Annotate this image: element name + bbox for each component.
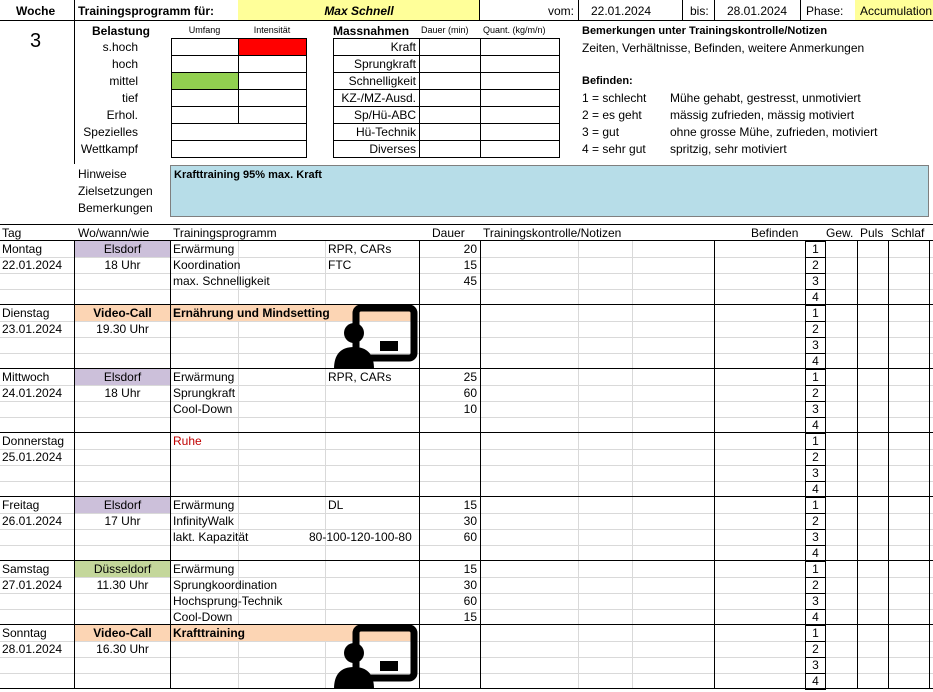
col-schlaf: Schlaf bbox=[891, 226, 925, 240]
befinden-option[interactable]: 2 bbox=[805, 513, 826, 530]
program-label: Trainingsprogramm für: bbox=[78, 4, 215, 18]
column-line bbox=[857, 305, 858, 369]
belastung-extra-cell[interactable] bbox=[171, 123, 307, 141]
exercise-name[interactable]: Cool-Down bbox=[173, 610, 233, 624]
bis-label: bis: bbox=[690, 4, 709, 18]
belastung-row-label: hoch bbox=[111, 57, 138, 71]
day-date: 22.01.2024 bbox=[2, 258, 63, 272]
vom-date[interactable]: 22.01.2024 bbox=[591, 4, 652, 18]
exercise-duration[interactable]: 25 bbox=[463, 370, 477, 384]
befinden-option[interactable]: 4 bbox=[805, 673, 826, 690]
massnahme-quant-cell[interactable] bbox=[480, 38, 560, 56]
massnahme-label: KZ-/MZ-Ausd. bbox=[341, 91, 416, 105]
phase-label: Phase: bbox=[806, 4, 844, 18]
massnahme-dauer-cell[interactable] bbox=[419, 140, 481, 158]
exercise-detail: RPR, CARs bbox=[328, 242, 392, 256]
befinden-option[interactable]: 1 bbox=[805, 241, 826, 258]
column-line bbox=[857, 433, 858, 497]
befinden-scale-desc: spritzig, sehr motiviert bbox=[670, 142, 787, 156]
belastung-row-label: tief bbox=[121, 91, 138, 105]
column-line bbox=[714, 369, 715, 433]
exercise-duration[interactable]: 30 bbox=[463, 578, 477, 592]
exercise-duration[interactable]: 20 bbox=[463, 242, 477, 256]
grid-hline bbox=[0, 449, 933, 450]
befinden-option[interactable]: 1 bbox=[805, 369, 826, 386]
intensitaet-cell[interactable] bbox=[238, 89, 307, 107]
massnahme-label: Diverses bbox=[369, 142, 416, 156]
intensitaet-cell[interactable] bbox=[238, 106, 307, 124]
befinden-option[interactable]: 1 bbox=[805, 497, 826, 514]
col-puls: Puls bbox=[860, 226, 884, 240]
column-line bbox=[929, 305, 930, 369]
column-line bbox=[888, 561, 889, 625]
exercise-detail: FTC bbox=[328, 258, 352, 272]
col-programm: Trainingsprogramm bbox=[173, 226, 277, 240]
bis-date[interactable]: 28.01.2024 bbox=[727, 4, 788, 18]
exercise-duration[interactable]: 60 bbox=[463, 530, 477, 544]
massnahme-quant-cell[interactable] bbox=[480, 106, 560, 124]
massnahmen-title: Massnahmen bbox=[333, 24, 410, 38]
belastung-extra-cell[interactable] bbox=[171, 140, 307, 158]
bemerkungen-title: Bemerkungen unter Trainingskontrolle/Notizen bbox=[582, 25, 828, 37]
befinden-option[interactable]: 2 bbox=[805, 449, 826, 466]
massnahme-dauer-cell[interactable] bbox=[419, 55, 481, 73]
session-title[interactable]: Ernährung und Mindsetting bbox=[171, 305, 411, 321]
exercise-duration[interactable]: 15 bbox=[463, 562, 477, 576]
grid-hline bbox=[0, 465, 933, 466]
grid-hline bbox=[0, 673, 933, 674]
exercise-name[interactable]: Koordination bbox=[173, 258, 241, 272]
befinden-option[interactable]: 2 bbox=[805, 641, 826, 658]
woche-label: Woche bbox=[16, 4, 56, 18]
day-date: 27.01.2024 bbox=[2, 578, 63, 592]
video-call-icon bbox=[332, 305, 418, 369]
intensitaet-header: Intensität bbox=[253, 25, 291, 35]
column-line bbox=[714, 625, 715, 689]
belastung-title: Belastung bbox=[92, 24, 151, 38]
header-vline bbox=[800, 0, 801, 20]
exercise-duration[interactable]: 45 bbox=[463, 274, 477, 288]
column-line bbox=[929, 561, 930, 625]
column-line bbox=[929, 241, 930, 305]
video-call-icon bbox=[332, 625, 418, 689]
day-name: Mittwoch bbox=[2, 370, 50, 384]
header-vline bbox=[682, 0, 683, 20]
quant-header: Quant. (kg/m/n) bbox=[483, 25, 546, 35]
umfang-cell[interactable] bbox=[171, 72, 239, 90]
column-line bbox=[170, 433, 171, 497]
exercise-duration[interactable]: 60 bbox=[463, 594, 477, 608]
belastung-row-label: mittel bbox=[109, 74, 138, 88]
exercise-name[interactable]: lakt. Kapazität bbox=[173, 530, 249, 544]
day-name: Freitag bbox=[2, 498, 40, 512]
column-line bbox=[170, 497, 171, 561]
column-line bbox=[419, 625, 420, 689]
day-name: Sonntag bbox=[2, 626, 47, 640]
exercise-name[interactable]: Sprungkoordination bbox=[173, 578, 278, 592]
befinden-option[interactable]: 3 bbox=[805, 337, 826, 354]
column-line bbox=[857, 369, 858, 433]
grid-hline bbox=[0, 545, 933, 546]
column-line bbox=[714, 497, 715, 561]
massnahme-quant-cell[interactable] bbox=[480, 123, 560, 141]
befinden-scale-code: 4 = sehr gut bbox=[582, 142, 646, 156]
exercise-detail: RPR, CARs bbox=[328, 370, 392, 384]
hinweise-label: Hinweise bbox=[78, 167, 127, 181]
col-dauer: Dauer bbox=[432, 226, 465, 240]
befinden-option[interactable]: 1 bbox=[805, 305, 826, 322]
column-line bbox=[929, 433, 930, 497]
exercise-detail: DL bbox=[328, 498, 344, 512]
day-block bbox=[0, 497, 933, 561]
column-line bbox=[888, 497, 889, 561]
column-line bbox=[74, 433, 75, 497]
column-line bbox=[888, 369, 889, 433]
massnahme-dauer-cell[interactable] bbox=[419, 72, 481, 90]
befinden-title: Befinden: bbox=[582, 75, 633, 87]
befinden-scale-desc: Mühe gehabt, gestresst, unmotiviert bbox=[670, 91, 861, 105]
day-time: 19.30 Uhr bbox=[96, 322, 149, 336]
day-name: Samstag bbox=[2, 562, 50, 576]
day-date: 25.01.2024 bbox=[2, 450, 63, 464]
massnahme-label: Sp/Hü-ABC bbox=[353, 108, 416, 122]
vom-label: vom: bbox=[548, 4, 575, 18]
befinden-option[interactable]: 4 bbox=[805, 289, 826, 306]
column-line bbox=[480, 241, 481, 305]
befinden-option[interactable]: 3 bbox=[805, 593, 826, 610]
exercise-name[interactable]: max. Schnelligkeit bbox=[173, 274, 270, 288]
befinden-option[interactable]: 1 bbox=[805, 561, 826, 578]
column-line bbox=[888, 625, 889, 689]
exercise-duration[interactable]: 15 bbox=[463, 258, 477, 272]
column-line bbox=[170, 561, 171, 625]
day-block bbox=[0, 433, 933, 497]
befinden-option[interactable]: 2 bbox=[805, 321, 826, 338]
day-block bbox=[0, 369, 933, 433]
befinden-scale-code: 2 = es geht bbox=[582, 108, 642, 122]
massnahme-quant-cell[interactable] bbox=[480, 89, 560, 107]
belastung-row-label: Spezielles bbox=[83, 125, 138, 139]
massnahme-dauer-cell[interactable] bbox=[419, 106, 481, 124]
exercise-name[interactable]: Erwärmung bbox=[173, 562, 235, 576]
day-date: 23.01.2024 bbox=[2, 322, 63, 336]
befinden-option[interactable]: 1 bbox=[805, 625, 826, 642]
exercise-name[interactable]: Cool-Down bbox=[173, 402, 233, 416]
zielsetzungen-label: Zielsetzungen bbox=[78, 184, 153, 198]
athlete-name: Max Schnell bbox=[324, 4, 394, 18]
header-line bbox=[0, 20, 933, 21]
day-time: 16.30 Uhr bbox=[96, 642, 149, 656]
column-line bbox=[170, 369, 171, 433]
massnahme-label: Sprungkraft bbox=[353, 57, 416, 71]
befinden-option[interactable]: 3 bbox=[805, 529, 826, 546]
hinweise-textbox[interactable] bbox=[170, 165, 929, 217]
befinden-option[interactable]: 1 bbox=[805, 433, 826, 450]
column-line bbox=[857, 561, 858, 625]
massnahme-dauer-cell[interactable] bbox=[419, 123, 481, 141]
column-line bbox=[480, 305, 481, 369]
day-location[interactable]: Elsdorf bbox=[75, 241, 170, 257]
day-location[interactable]: Video-Call bbox=[75, 625, 170, 641]
exercise-name[interactable]: Sprungkraft bbox=[173, 386, 236, 400]
massnahme-label: Schnelligkeit bbox=[348, 74, 416, 88]
befinden-scale-desc: ohne grosse Mühe, zufrieden, motiviert bbox=[670, 125, 878, 139]
befinden-option[interactable]: 4 bbox=[805, 609, 826, 626]
column-line bbox=[714, 305, 715, 369]
column-line bbox=[419, 433, 420, 497]
bemerkungen-subtitle: Zeiten, Verhältnisse, Befinden, weitere Anmerkungen bbox=[582, 41, 865, 55]
day-block bbox=[0, 561, 933, 625]
day-location[interactable]: Video-Call bbox=[75, 305, 170, 321]
day-date: 28.01.2024 bbox=[2, 642, 63, 656]
column-line bbox=[888, 433, 889, 497]
befinden-option[interactable]: 4 bbox=[805, 353, 826, 370]
befinden-option[interactable]: 3 bbox=[805, 401, 826, 418]
column-line bbox=[480, 369, 481, 433]
exercise-name[interactable]: Ruhe bbox=[173, 434, 202, 448]
grid-hline bbox=[0, 337, 933, 338]
column-line bbox=[714, 241, 715, 305]
befinden-option[interactable]: 4 bbox=[805, 545, 826, 562]
umfang-cell[interactable] bbox=[171, 106, 239, 124]
col-kontrolle: Trainingskontrolle/Notizen bbox=[483, 226, 622, 240]
day-name: Donnerstag bbox=[2, 434, 65, 448]
befinden-option[interactable]: 3 bbox=[805, 657, 826, 674]
day-block bbox=[0, 305, 933, 369]
befinden-scale-desc: mässig zufrieden, mässig motiviert bbox=[670, 108, 855, 122]
column-line bbox=[714, 561, 715, 625]
phase-value: Accumulation bbox=[860, 4, 933, 18]
exercise-detail: 80-100-120-100-80 bbox=[309, 530, 412, 544]
befinden-option[interactable]: 4 bbox=[805, 481, 826, 498]
umfang-cell[interactable] bbox=[171, 38, 239, 56]
belastung-row-label: Erhol. bbox=[106, 108, 138, 122]
umfang-header: Umfang bbox=[188, 25, 221, 35]
column-line bbox=[929, 369, 930, 433]
massnahme-quant-cell[interactable] bbox=[480, 140, 560, 158]
befinden-option[interactable]: 4 bbox=[805, 417, 826, 434]
day-time: 18 Uhr bbox=[104, 386, 141, 400]
header-vline bbox=[74, 0, 75, 20]
day-bottom-line bbox=[0, 688, 933, 689]
column-line bbox=[480, 561, 481, 625]
session-title[interactable]: Krafttraining bbox=[171, 625, 411, 641]
col-befinden: Befinden bbox=[751, 226, 799, 240]
exercise-name[interactable]: InfinityWalk bbox=[173, 514, 234, 528]
exercise-name[interactable]: Erwärmung bbox=[173, 498, 235, 512]
befinden-option[interactable]: 2 bbox=[805, 385, 826, 402]
hinweise-text: Krafttraining 95% max. Kraft bbox=[174, 169, 322, 181]
grid-hline bbox=[0, 481, 933, 482]
massnahme-label: Hü-Technik bbox=[355, 125, 416, 139]
befinden-option[interactable]: 2 bbox=[805, 257, 826, 274]
grid-hline bbox=[0, 353, 933, 354]
exercise-name[interactable]: Hochsprung-Technik bbox=[173, 594, 283, 608]
day-block bbox=[0, 625, 933, 689]
header-vline bbox=[578, 0, 579, 20]
dauer-min-header: Dauer (min) bbox=[421, 25, 469, 35]
day-location[interactable]: Elsdorf bbox=[75, 497, 170, 513]
woche-value[interactable]: 3 bbox=[30, 30, 42, 52]
day-location[interactable]: Elsdorf bbox=[75, 369, 170, 385]
intensitaet-cell[interactable] bbox=[238, 55, 307, 73]
header-vline bbox=[714, 0, 715, 20]
exercise-duration[interactable]: 60 bbox=[463, 386, 477, 400]
column-line bbox=[857, 497, 858, 561]
col-gew: Gew. bbox=[826, 226, 854, 240]
col-wo: Wo/wann/wie bbox=[78, 226, 150, 240]
intensitaet-cell[interactable] bbox=[238, 72, 307, 90]
exercise-duration[interactable]: 15 bbox=[463, 610, 477, 624]
befinden-scale-code: 3 = gut bbox=[582, 125, 620, 139]
umfang-cell[interactable] bbox=[171, 55, 239, 73]
massnahme-label: Kraft bbox=[390, 40, 416, 54]
column-line bbox=[480, 433, 481, 497]
column-line bbox=[170, 241, 171, 305]
exercise-duration[interactable]: 15 bbox=[463, 498, 477, 512]
column-line bbox=[480, 625, 481, 689]
column-line bbox=[419, 305, 420, 369]
column-line bbox=[714, 433, 715, 497]
befinden-option[interactable]: 2 bbox=[805, 577, 826, 594]
bemerkungen-label: Bemerkungen bbox=[78, 201, 153, 215]
exercise-name[interactable]: Erwärmung bbox=[173, 370, 235, 384]
grid-hline bbox=[0, 417, 933, 418]
exercise-duration[interactable]: 10 bbox=[463, 402, 477, 416]
exercise-name[interactable]: Erwärmung bbox=[173, 242, 235, 256]
column-line bbox=[888, 241, 889, 305]
grid-hline bbox=[0, 289, 933, 290]
befinden-option[interactable]: 3 bbox=[805, 273, 826, 290]
day-date: 24.01.2024 bbox=[2, 386, 63, 400]
belastung-row-label: s.hoch bbox=[102, 40, 138, 54]
column-line bbox=[857, 625, 858, 689]
exercise-duration[interactable]: 30 bbox=[463, 514, 477, 528]
day-time: 18 Uhr bbox=[104, 258, 141, 272]
phase-cell[interactable] bbox=[855, 0, 933, 20]
column-line bbox=[480, 497, 481, 561]
column-line bbox=[929, 625, 930, 689]
column-line bbox=[929, 497, 930, 561]
header-vline bbox=[479, 0, 480, 20]
day-name: Dienstag bbox=[2, 306, 50, 320]
massnahme-dauer-cell[interactable] bbox=[419, 89, 481, 107]
woche-divider bbox=[74, 20, 75, 164]
column-line bbox=[857, 241, 858, 305]
day-location[interactable]: Düsseldorf bbox=[75, 561, 170, 577]
intensitaet-cell[interactable] bbox=[238, 38, 307, 56]
befinden-scale-code: 1 = schlecht bbox=[582, 91, 647, 105]
day-time: 11.30 Uhr bbox=[96, 578, 149, 592]
day-block bbox=[0, 241, 933, 305]
day-time: 17 Uhr bbox=[104, 514, 141, 528]
umfang-cell[interactable] bbox=[171, 89, 239, 107]
massnahme-quant-cell[interactable] bbox=[480, 72, 560, 90]
befinden-option[interactable]: 3 bbox=[805, 465, 826, 482]
belastung-row-label: Wettkampf bbox=[80, 142, 138, 156]
column-line bbox=[888, 305, 889, 369]
grid-hline bbox=[0, 657, 933, 658]
massnahme-dauer-cell[interactable] bbox=[419, 38, 481, 56]
day-name: Montag bbox=[2, 242, 43, 256]
day-date: 26.01.2024 bbox=[2, 514, 63, 528]
col-tag: Tag bbox=[2, 226, 22, 240]
massnahme-quant-cell[interactable] bbox=[480, 55, 560, 73]
